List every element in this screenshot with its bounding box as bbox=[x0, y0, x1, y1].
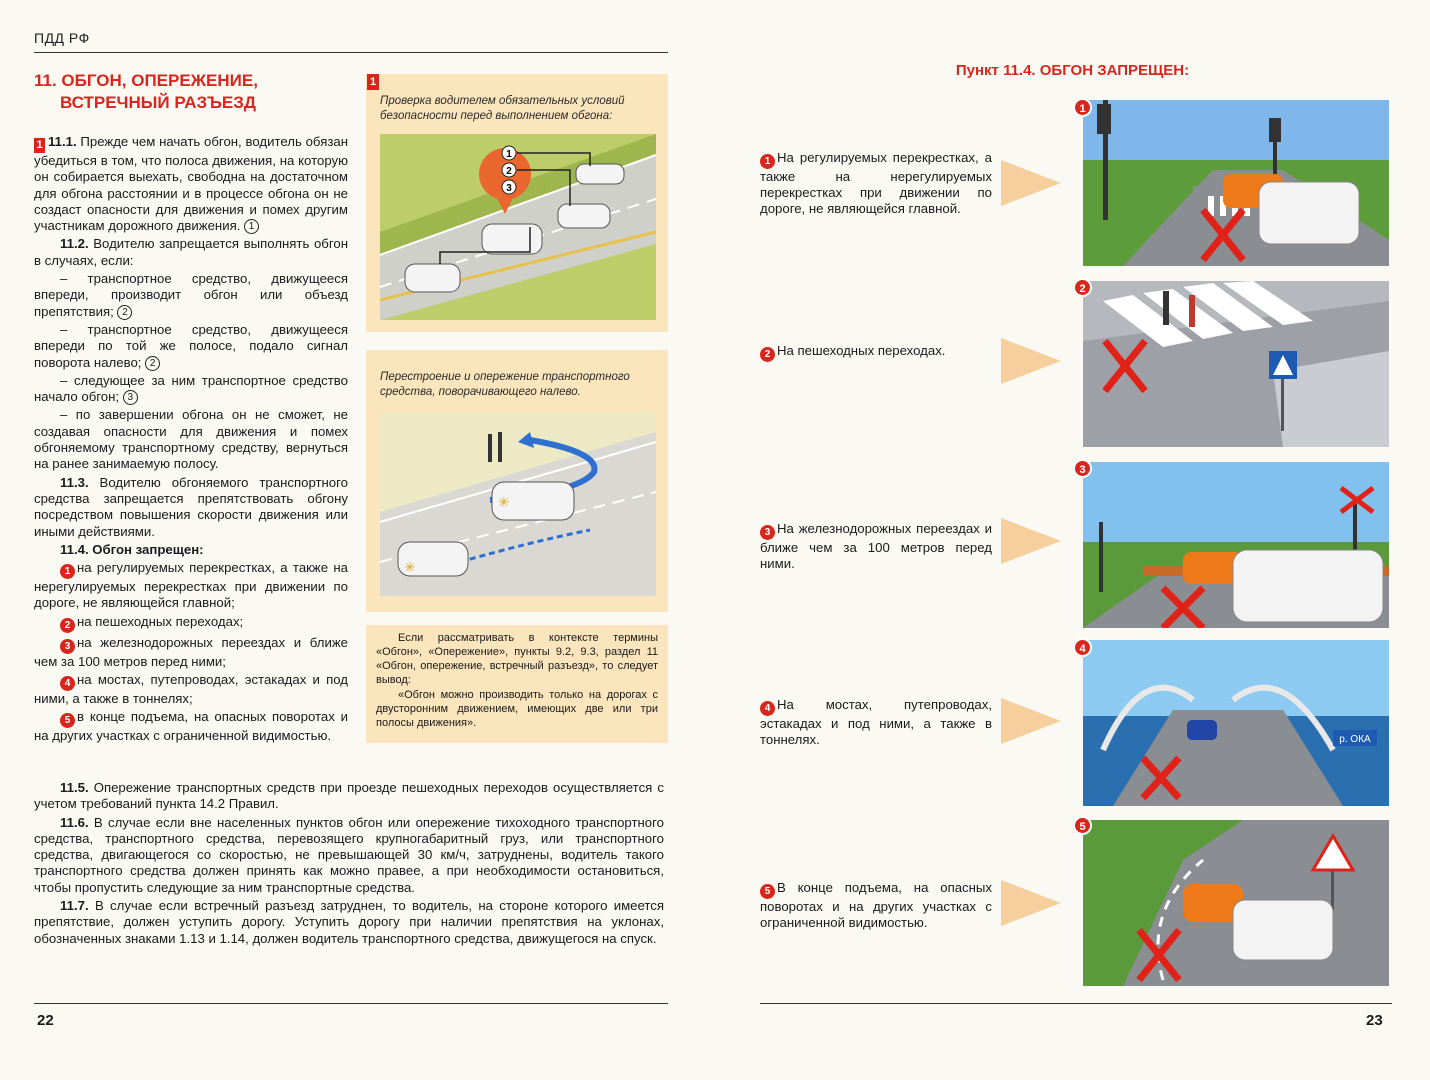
pointer-arrow-3 bbox=[1001, 518, 1061, 564]
paragraph-11-6: 11.6. В случае если вне населенных пунктов обгон или опережение тихоходного транспортного средства, транспортного средства, перевозящего крупногабаритный груз, или транспортного средства, двигающегося со скоростью, не превышающей 30 км/ч, затруднены, водитель такого транспортного средства должен принять как можно правее, а при необходимости остановиться, чтобы пропустить следующие за ним транспортные средства. bbox=[34, 814, 664, 895]
para-text: – транспортное средство, движущееся впереди, производит обгон или объезд препятствия; bbox=[34, 271, 348, 319]
river-sign: р. ОКА bbox=[1339, 734, 1371, 745]
paragraph-11-2c bbox=[34, 373, 348, 406]
svg-text:✳: ✳ bbox=[498, 494, 510, 510]
para-text: – транспортное средство, движущееся впереди по той же полосе, подало сигнал поворота налево; bbox=[34, 321, 348, 370]
page-number-left: 22 bbox=[37, 1012, 54, 1029]
para-text: – следующее за ним транспортное средство начало обгон; bbox=[34, 372, 348, 405]
list-item-3: 3 на железнодорожных переездах и ближе чем за 100 метров перед ними; bbox=[34, 634, 348, 669]
item-5-text: 5 В конце подъема, на опасных поворотах и на других участках с ограниченной видимостью. bbox=[760, 880, 992, 930]
footer-rule-right bbox=[760, 1003, 1392, 1004]
note-paragraph-2: «Обгон можно производить только на дорогах с двусторонним движением, имеющих две или три полосы движения». bbox=[376, 689, 658, 729]
para-text: – по завершении обгона он не сможет, не создавая опасности для движения и помех обгоняемому транспортному средству, вернуться на ранее занимаемую полосу. bbox=[34, 407, 348, 472]
para-number: 11.2. bbox=[60, 236, 89, 252]
paragraph-11-7: 11.7. В случае если встречный разъезд затруднен, то водитель, на стороне которого имеется препятствие, должен уступить дорогу. Уступить дорогу при наличии препятствия на уклонах, обозначенных знаками 1.13 и 1.14, должен водитель транспортного средства, движущегося на спуск. bbox=[34, 898, 665, 946]
pointer-arrow-2 bbox=[1001, 338, 1061, 384]
item-1-text: 1 На регулируемых перекрестках, а также на нерегулируемых перекрестках при движении по дороге, не являющейся главной. bbox=[760, 150, 992, 216]
red-number-badge: 4 bbox=[760, 701, 775, 716]
wide-column-text bbox=[34, 780, 664, 949]
crosswalk-picture bbox=[1083, 281, 1389, 447]
item-4-text: 4 На мостах, путепроводах, эстакадах и под ними, а также в тоннелях. bbox=[760, 697, 992, 747]
paragraph-11-2b bbox=[34, 322, 348, 371]
note-box bbox=[366, 625, 668, 743]
list-item-5: 5 в конце подъема, на опасных поворотах и на других участках с ограниченной видимостью. bbox=[34, 709, 348, 744]
paragraph-11-2a bbox=[34, 271, 348, 320]
para-number: 11.3. bbox=[60, 474, 89, 490]
para-text: Водителю обгоняемого транспортного средства запрещается препятствовать обгону посредством повышения скорости движения или иными действиями. bbox=[34, 474, 348, 539]
para-number: 11.1. bbox=[48, 134, 77, 149]
para-text: Прежде чем начать обгон, водитель обязан убедиться в том, что полоса движения, на которую он собирается выехать, свободна на достаточном для обгона расстоянии и в процессе обгона он не создаст опасности для движения и помех другим участникам дорожного движения. bbox=[34, 134, 349, 234]
note-paragraph-1: Если рассматривать в контексте термины «Обгон», «Опережение», пункты 9.2, 9.3, раздел 11 «Обгон, опережение, встречный разъезд», то следует вывод: bbox=[376, 632, 658, 686]
running-head: ПДД РФ bbox=[34, 30, 90, 46]
red-number-badge: 3 bbox=[760, 525, 775, 540]
ref-circle: 1 bbox=[244, 219, 259, 234]
pointer-arrow-1 bbox=[1001, 160, 1061, 206]
paragraph-11-2d bbox=[34, 407, 348, 472]
paragraph-11-2 bbox=[34, 236, 348, 269]
left-column-text bbox=[34, 134, 348, 747]
item-3-text: 3 На железнодорожных переездах и ближе чем за 100 метров перед ними. bbox=[760, 521, 992, 571]
red-number-badge: 4 bbox=[60, 676, 75, 691]
chapter-title bbox=[34, 70, 334, 114]
picture-5-badge: 5 bbox=[1073, 816, 1092, 835]
figure-1-number: 1 bbox=[367, 74, 379, 90]
figure-1-illustration bbox=[380, 134, 656, 320]
right-page-title: Пункт 11.4. ОБГОН ЗАПРЕЩЕН: bbox=[955, 62, 1190, 79]
picture-3-badge: 3 bbox=[1073, 459, 1092, 478]
figure-2-caption: Перестроение и опережение транспортного средства, поворачивающего налево. bbox=[380, 371, 630, 398]
list-item-4: 4 на мостах, путепроводах, эстакадах и под ними, а также в тоннелях; bbox=[34, 672, 348, 707]
red-number-badge: 1 bbox=[60, 564, 75, 579]
bubble-1: 1 bbox=[506, 149, 512, 160]
paragraph-11-4-head: 11.4. Обгон запрещен: bbox=[60, 541, 204, 557]
picture-2-badge: 2 bbox=[1073, 278, 1092, 297]
ref-circle: 2 bbox=[117, 305, 132, 320]
item-2-text: 2 На пешеходных переходах. bbox=[760, 343, 992, 362]
red-number-badge: 2 bbox=[760, 347, 775, 362]
railway-crossing-picture bbox=[1083, 462, 1389, 628]
svg-text:✳: ✳ bbox=[404, 559, 416, 575]
red-number-badge: 3 bbox=[60, 639, 75, 654]
figure-1-caption: Проверка водителем обязательных условий безопасности перед выполнением обгона: bbox=[380, 95, 625, 122]
paragraph-11-1 bbox=[34, 134, 348, 234]
ref-circle: 2 bbox=[145, 356, 160, 371]
red-number-badge: 5 bbox=[60, 713, 75, 728]
bubble-3: 3 bbox=[506, 183, 512, 194]
page-number-right: 23 bbox=[1366, 1012, 1383, 1029]
red-number-badge: 1 bbox=[760, 154, 775, 169]
pointer-arrow-4 bbox=[1001, 698, 1061, 744]
header-rule bbox=[34, 52, 668, 53]
list-item-1: 1 на регулируемых перекрестках, а также на нерегулируемых перекрестках при движении по дороге, не являющейся главной; bbox=[34, 560, 348, 611]
hill-curve-picture bbox=[1083, 820, 1389, 986]
ref-circle: 3 bbox=[123, 390, 138, 405]
picture-1-badge: 1 bbox=[1073, 98, 1092, 117]
paragraph-11-5: 11.5. Опережение транспортных средств при проезде пешеходных переходов осуществляется с учетом требований пункта 14.2 Правил. bbox=[34, 780, 664, 812]
para-text: Водителю запрещается выполнять обгон в случаях, если: bbox=[34, 236, 348, 268]
footer-rule bbox=[34, 1003, 668, 1004]
paragraph-11-3 bbox=[34, 475, 348, 540]
chapter-title-line1: 11. ОБГОН, ОПЕРЕЖЕНИЕ, bbox=[34, 71, 258, 90]
bridge-picture bbox=[1083, 640, 1389, 806]
bubble-2: 2 bbox=[506, 166, 512, 177]
chapter-title-line2: ВСТРЕЧНЫЙ РАЗЪЕЗД bbox=[60, 93, 257, 112]
red-number-badge: 2 bbox=[60, 618, 75, 633]
pointer-arrow-5 bbox=[1001, 880, 1061, 926]
red-number-badge: 5 bbox=[760, 884, 775, 899]
list-item-2: 2 на пешеходных переходах; bbox=[34, 614, 348, 633]
figure-2-illustration bbox=[380, 412, 656, 596]
intersection-picture bbox=[1083, 100, 1389, 266]
figure-ref-mark: 1 bbox=[34, 138, 45, 153]
right-page bbox=[715, 0, 1430, 1080]
picture-4-badge: 4 bbox=[1073, 638, 1092, 657]
